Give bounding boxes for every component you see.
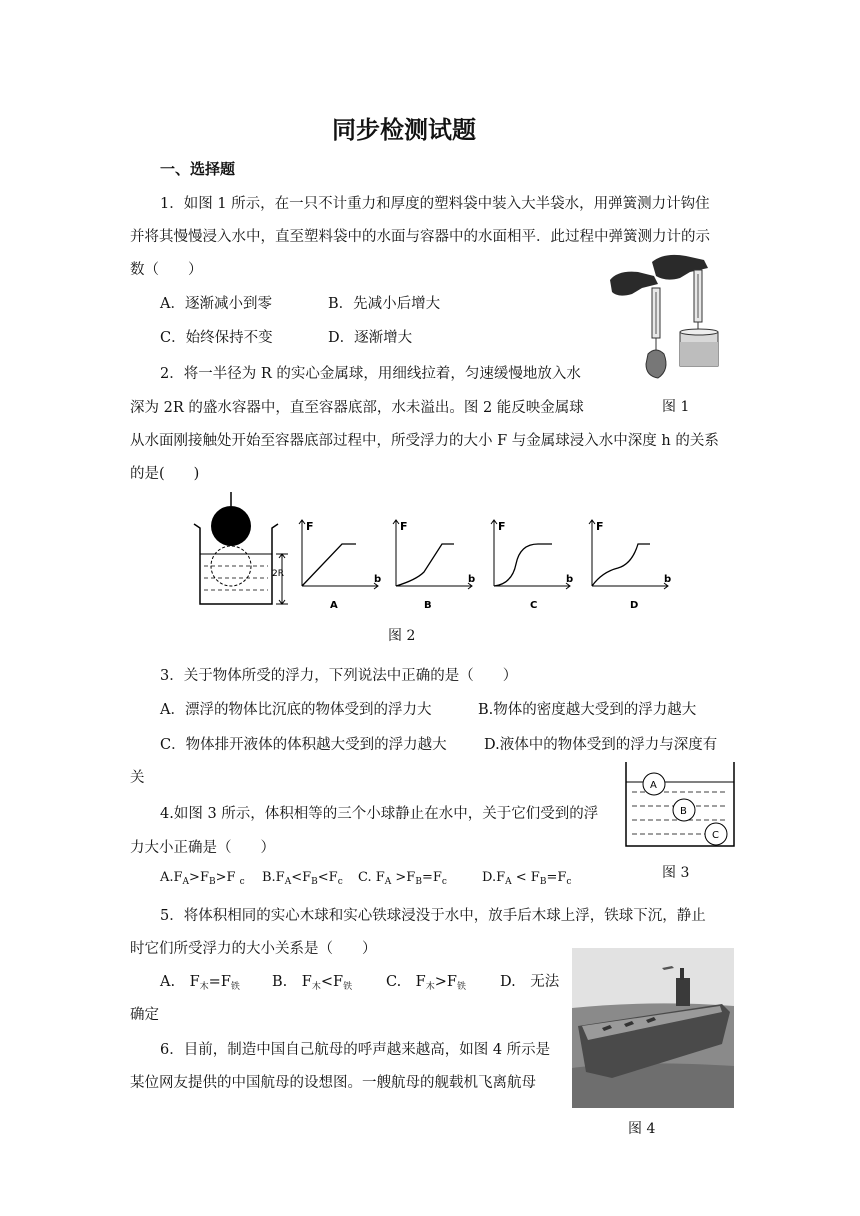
figure-2-beaker (194, 492, 288, 604)
svg-text:b: b (468, 574, 476, 585)
q1-option-b: B．先减小后增大 (328, 296, 441, 312)
svg-text:A: A (330, 600, 338, 611)
svg-text:F: F (498, 520, 506, 533)
q5-option-d-cont: 确定 (130, 1007, 159, 1023)
q3-option-a: A．漂浮的物体比沉底的物体受到的浮力大 (160, 702, 432, 718)
svg-text:A: A (650, 780, 657, 791)
graph-b (393, 520, 475, 611)
q2-line4: 的是( ) (130, 466, 200, 482)
q1-option-c: C．始终保持不变 (160, 330, 273, 346)
svg-text:C: C (530, 600, 538, 611)
figure-4-caption: 图 4 (628, 1121, 656, 1137)
beaker-2r-label: 2R (272, 569, 284, 579)
q5-option-d: D. 无法 (500, 974, 560, 990)
q4-option-c: C. $F_A >F_B=F_c$ (358, 870, 447, 887)
svg-text:B: B (424, 600, 432, 611)
q3-option-d: D.液体中的物体受到的浮力与深度有 (484, 737, 718, 753)
q6-line1: 6．目前，制造中国自己航母的呼声越来越高，如图 4 所示是 (160, 1042, 551, 1058)
q2-line1: 2．将一半径为 R 的实心金属球，用细线拉着，匀速缓慢地放入水 (160, 366, 581, 382)
svg-text:B: B (680, 806, 687, 817)
svg-text:C: C (712, 830, 719, 841)
figure-4-aircraft-carrier-image (572, 948, 734, 1108)
q1-option-a: A．逐渐减小到零 (160, 296, 272, 312)
svg-text:b: b (664, 574, 672, 585)
q3-option-d-cont: 关 (130, 770, 145, 786)
graph-c (491, 520, 573, 611)
q4-option-b: $B.F_A<F_B<F_c$ (262, 870, 343, 887)
section-heading: 一、选择题 (160, 160, 236, 178)
q5-option-b: B. $F_木<F_铁$ (272, 974, 353, 992)
graph-d (589, 520, 671, 611)
svg-text:F: F (400, 520, 408, 533)
q3-option-c: C．物体排开液体的体积越大受到的浮力越大 (160, 737, 447, 753)
figure-1-caption: 图 1 (662, 399, 690, 415)
q4-line1: 4.如图 3 所示，体积相等的三个小球静止在水中，关于它们受到的浮 (160, 806, 599, 822)
q4-option-a: $A.F_A>F_B>F$ $_c$ (160, 870, 245, 887)
q5-option-a: A. $F_木=F_铁$ (160, 974, 240, 992)
svg-text:F: F (596, 520, 604, 533)
figure-1-spring-scale (608, 250, 734, 384)
q3-line1: 3．关于物体所受的浮力，下列说法中正确的是（ ） (160, 668, 518, 684)
graph-a (299, 520, 381, 611)
figure-2-buoyancy-graphs (186, 492, 686, 614)
q5-line2: 时它们所受浮力的大小关系是（ ） (130, 941, 377, 957)
figure-3-caption: 图 3 (662, 865, 690, 881)
q1-option-d: D．逐渐增大 (328, 330, 413, 346)
svg-text:D: D (630, 600, 639, 611)
q2-line3: 从水面刚接触处开始至容器底部过程中，所受浮力的大小 F 与金属球浸入水中深度 h 的关系 (130, 433, 719, 449)
svg-text:b: b (566, 574, 574, 585)
q2-line2: 深为 2R 的盛水容器中，直至容器底部，水未溢出。图 2 能反映金属球 (130, 400, 584, 416)
q4-line2: 力大小正确是（ ） (130, 840, 275, 856)
q1-line1: 1．如图 1 所示，在一只不计重力和厚度的塑料袋中装入大半袋水，用弹簧测力计钩住 (160, 196, 710, 212)
q1-line2: 并将其慢慢浸入水中，直至塑料袋中的水面与容器中的水面相平．此过程中弹簧测力计的示 (130, 229, 710, 245)
figure-2-caption: 图 2 (388, 628, 416, 644)
q3-option-b: B.物体的密度越大受到的浮力越大 (478, 702, 697, 718)
q6-line2: 某位网友提供的中国航母的设想图。一艘航母的舰载机飞离航母 (130, 1075, 536, 1091)
figure-3-balls-in-water (624, 760, 736, 850)
q4-option-d: $D.F_A < F_B=F_c$ (482, 870, 572, 887)
q1-line3: 数（ ） (130, 262, 203, 278)
svg-text:F: F (306, 520, 314, 533)
q5-option-c: C. $F_木>F_铁$ (386, 974, 466, 992)
page-title: 同步检测试题 (332, 116, 476, 144)
svg-text:b: b (374, 574, 382, 585)
q5-line1: 5．将体积相同的实心木球和实心铁球浸没于水中，放手后木球上浮，铁球下沉，静止 (160, 908, 706, 924)
